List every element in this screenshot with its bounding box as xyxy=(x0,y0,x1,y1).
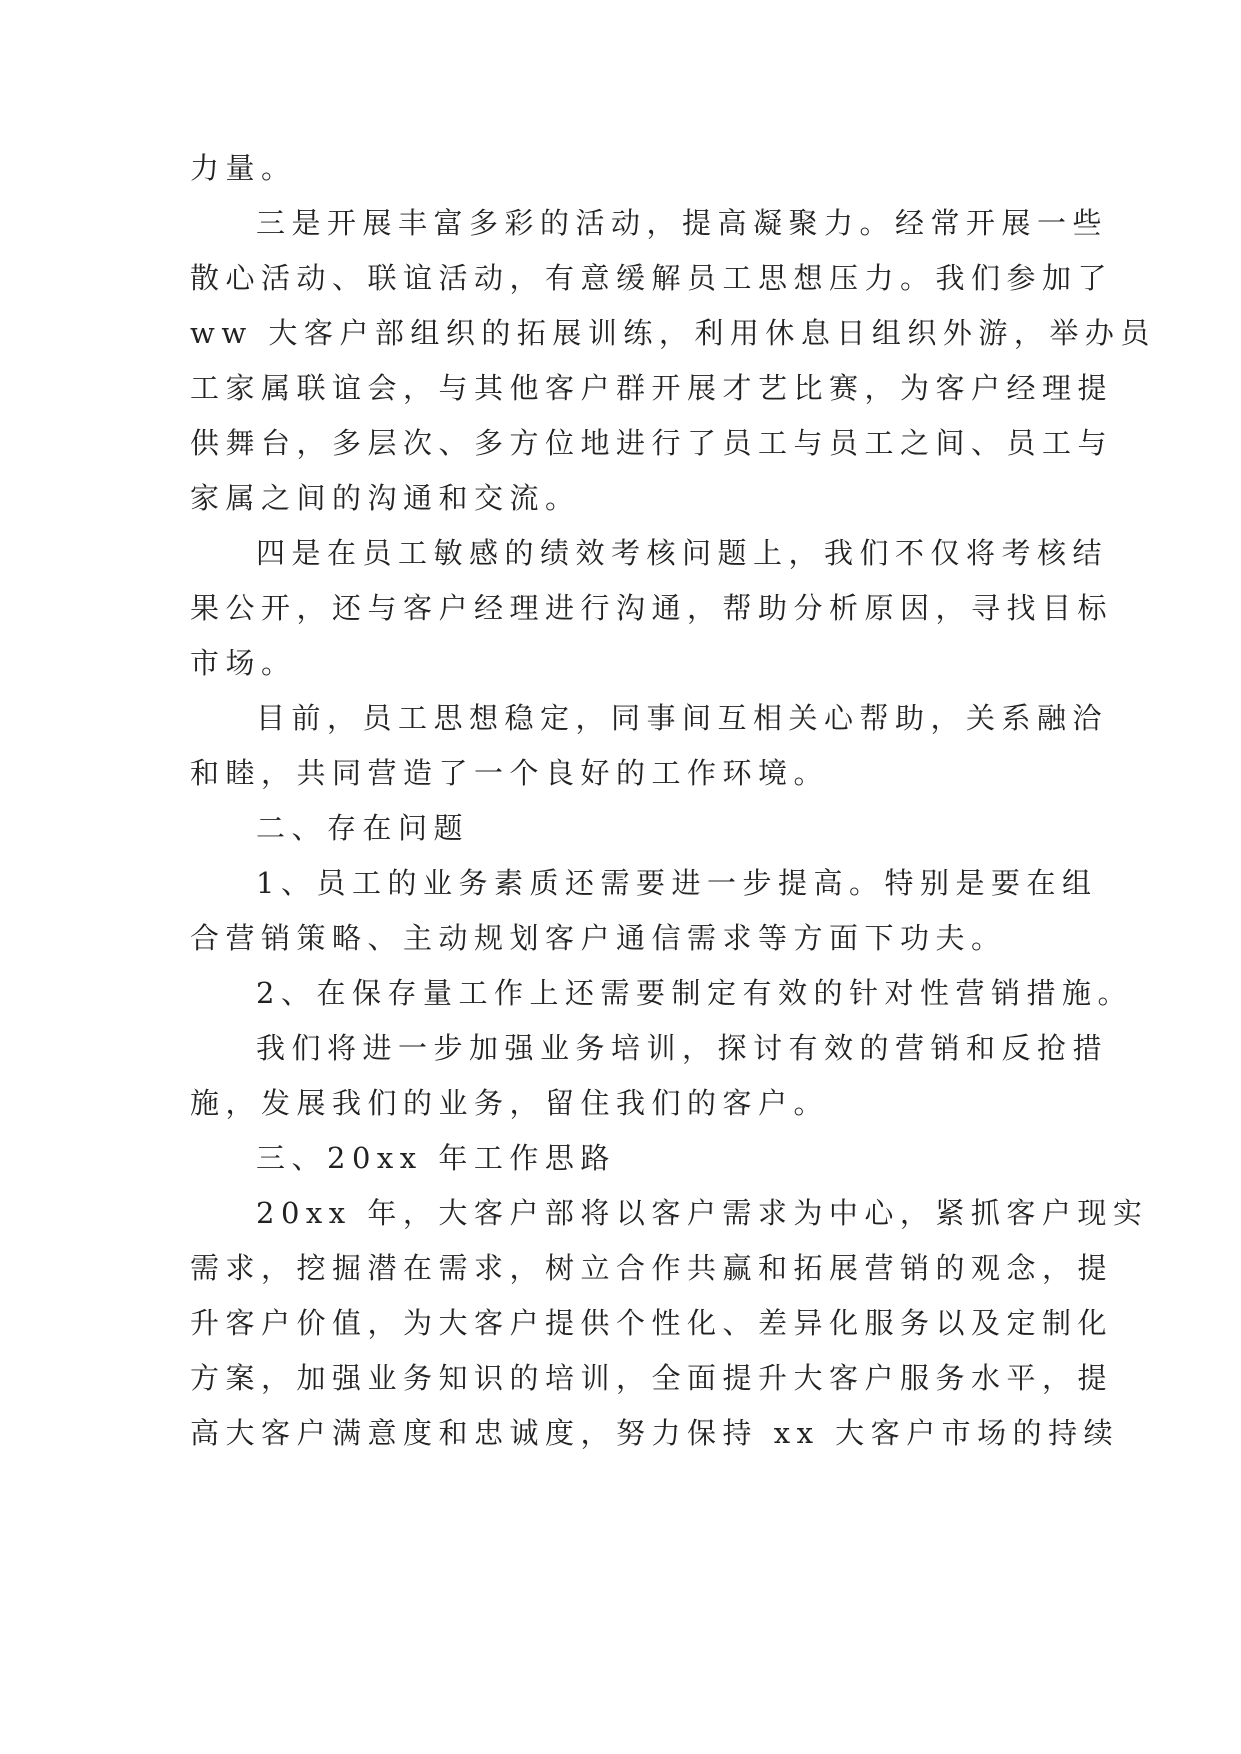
text-line: 力量。 xyxy=(190,151,297,185)
text-line: 三是开展丰富多彩的活动，提高凝聚力。经常开展一些 xyxy=(256,206,1109,240)
text-line: 目前，员工思想稳定，同事间互相关心帮助，关系融洽 xyxy=(256,701,1109,735)
text-line: 方案，加强业务知识的培训，全面提升大客户服务水平，提 xyxy=(190,1361,1114,1395)
text-line: 四是在员工敏感的绩效考核问题上，我们不仅将考核结 xyxy=(256,536,1109,570)
text-line: 20xx 年，大客户部将以客户需求为中心，紧抓客户现实 xyxy=(256,1196,1149,1230)
text-line: 工家属联谊会，与其他客户群开展才艺比赛，为客户经理提 xyxy=(190,371,1114,405)
section-heading: 三、20xx 年工作思路 xyxy=(256,1141,616,1175)
text-line: ww 大客户部组织的拓展训练，利用休息日组织外游，举办员 xyxy=(190,316,1156,350)
text-line: 升客户价值，为大客户提供个性化、差异化服务以及定制化 xyxy=(190,1306,1114,1340)
text-line: 供舞台，多层次、多方位地进行了员工与员工之间、员工与 xyxy=(190,426,1114,460)
text-line: 合营销策略、主动规划客户通信需求等方面下功夫。 xyxy=(190,921,1007,955)
text-line: 高大客户满意度和忠诚度，努力保持 xx 大客户市场的持续 xyxy=(190,1416,1120,1450)
text-line: 散心活动、联谊活动，有意缓解员工思想压力。我们参加了 xyxy=(190,261,1114,295)
text-line: 1、员工的业务素质还需要进一步提高。特别是要在组 xyxy=(256,866,1098,900)
text-line: 需求，挖掘潜在需求，树立合作共赢和拓展营销的观念，提 xyxy=(190,1251,1114,1285)
text-line: 果公开，还与客户经理进行沟通，帮助分析原因，寻找目标 xyxy=(190,591,1114,625)
text-line: 施，发展我们的业务，留住我们的客户。 xyxy=(190,1086,830,1120)
text-line: 我们将进一步加强业务培训，探讨有效的营销和反抢措 xyxy=(256,1031,1109,1065)
text-line: 2、在保存量工作上还需要制定有效的针对性营销措施。 xyxy=(256,976,1133,1010)
text-line: 和睦，共同营造了一个良好的工作环境。 xyxy=(190,756,830,790)
text-line: 市场。 xyxy=(190,646,297,680)
text-line: 家属之间的沟通和交流。 xyxy=(190,481,581,515)
section-heading: 二、存在问题 xyxy=(256,811,470,845)
